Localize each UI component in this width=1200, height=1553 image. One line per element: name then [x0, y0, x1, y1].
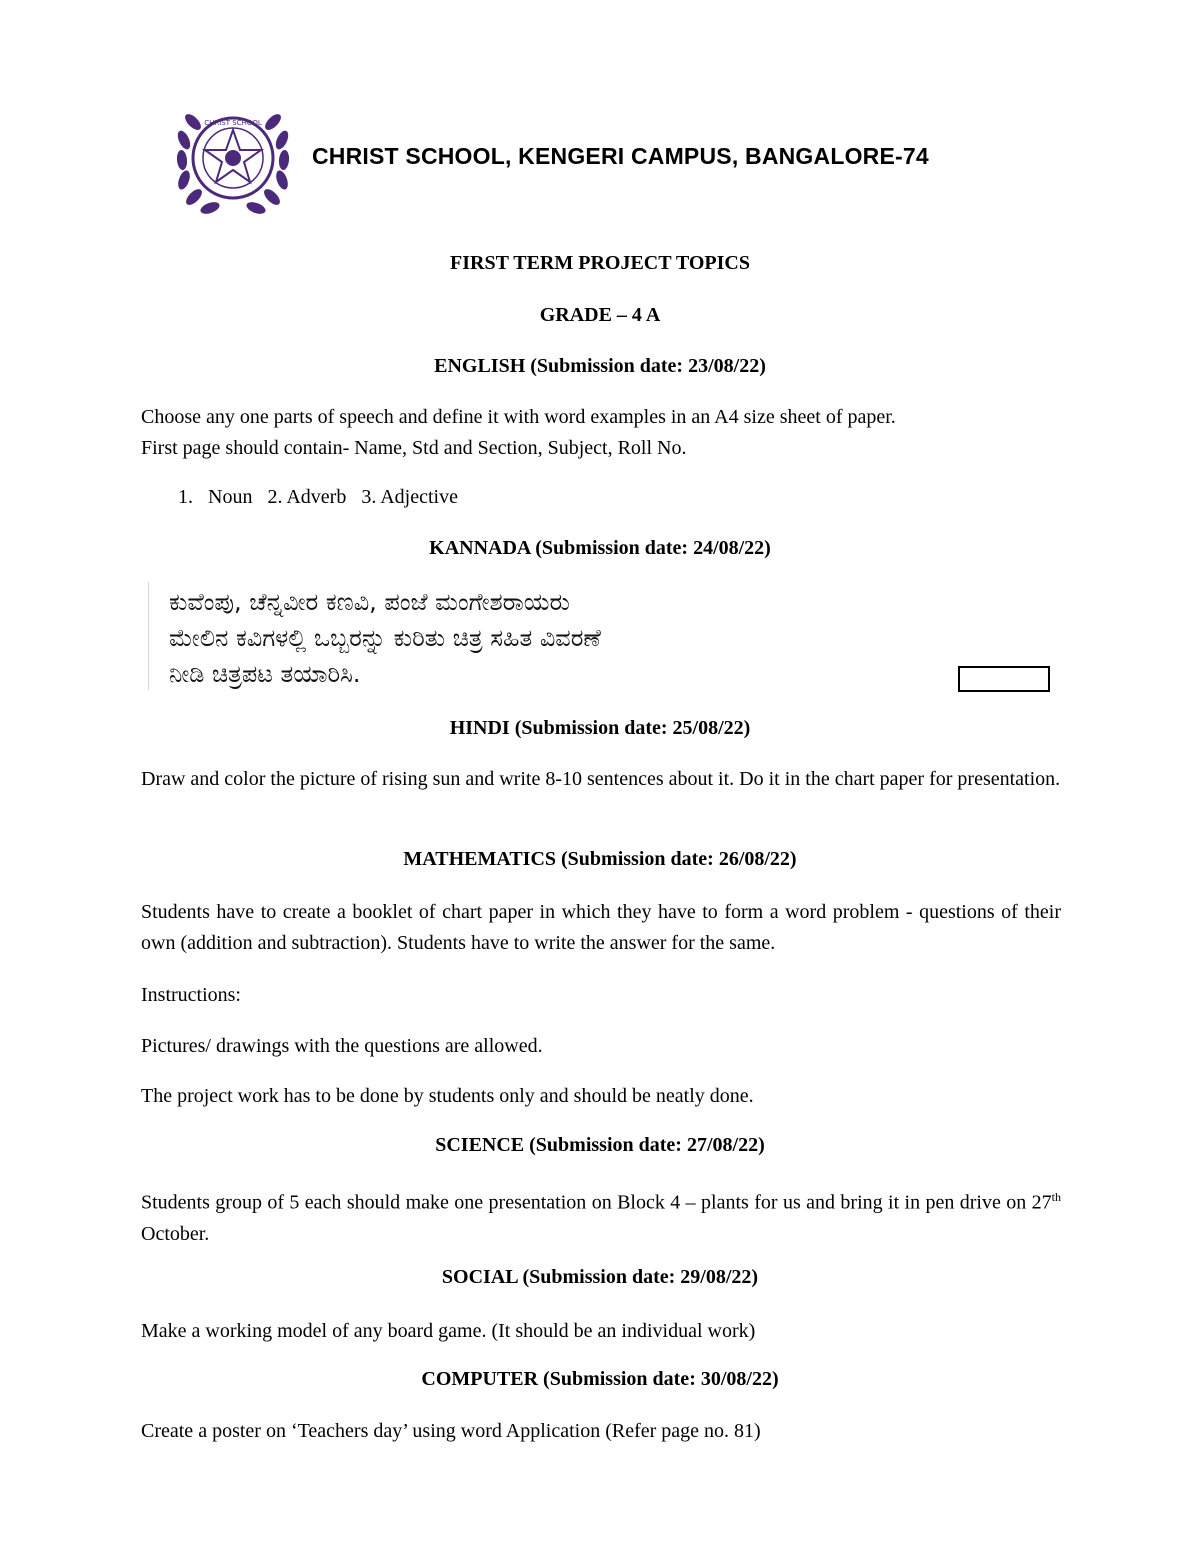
school-name: CHRIST SCHOOL, KENGERI CAMPUS, BANGALORE-74 [312, 143, 929, 169]
social-text: Make a working model of any board game. (It should be an individual work) [141, 1320, 756, 1342]
kannada-line-2: ಮೇಲಿನ ಕವಿಗಳಲ್ಲಿ ಒಬ್ಬರನ್ನು ಕುರಿತು ಚಿತ್ರ ಸಹಿತ ವಿವರಣೆ [169, 624, 601, 652]
mathematics-text: Students have to create a booklet of chart paper in which they have to form a word problem - questions of their own (addition and subtraction). Students have to write the answer for the same. [141, 901, 1061, 954]
computer-heading: COMPUTER (Submission date: 30/08/22) [421, 1368, 779, 1390]
kannada-text-block [148, 582, 1029, 690]
logo-arc-text: CHRIST SCHOOL [204, 119, 262, 127]
mathematics-heading: MATHEMATICS (Submission date: 26/08/22) [403, 848, 797, 870]
science-text-main: Students group of 5 each should make one presentation on Block 4 – plants for us and bring it in pen drive on 27 [141, 1191, 1052, 1214]
kannada-line-3: ನೀಡಿ ಚಿತ್ರಪಟ ತಯಾರಿಸಿ. [169, 660, 361, 688]
science-superscript: th [1051, 1190, 1061, 1204]
kannada-line-1: ಕುವೆಂಪು, ಚೆನ್ನವೀರ ಕಣವಿ, ಪಂಜೆ ಮಂಗೇಶರಾಯರು [169, 588, 570, 616]
page-title: FIRST TERM PROJECT TOPICS [450, 252, 750, 274]
hindi-heading: HINDI (Submission date: 25/08/22) [449, 717, 751, 739]
hindi-text: Draw and color the picture of rising sun and write 8-10 sentences about it. Do it in the chart paper for presentation. [141, 768, 1061, 790]
empty-box [958, 666, 1050, 692]
option-adjective: 3. Adjective [361, 486, 458, 508]
instruction-1: Pictures/ drawings with the questions are allowed. [141, 1035, 543, 1057]
science-text [141, 1182, 1061, 1250]
social-heading: SOCIAL (Submission date: 29/08/22) [441, 1266, 759, 1288]
instruction-2: The project work has to be done by students only and should be neatly done. [141, 1085, 754, 1107]
grade-heading: GRADE – 4 A [539, 304, 661, 326]
kannada-heading: KANNADA (Submission date: 24/08/22) [429, 537, 771, 559]
instructions-label: Instructions: [141, 984, 241, 1006]
computer-text: Create a poster on ‘Teachers day’ using word Application (Refer page no. 81) [141, 1420, 761, 1442]
school-crest-icon [168, 100, 298, 220]
option-adverb: 2. Adverb [267, 486, 347, 508]
english-line-1: Choose any one parts of speech and define it with word examples in an A4 size sheet of paper. [141, 406, 896, 428]
english-line-2: First page should contain- Name, Std and Section, Subject, Roll No. [141, 437, 687, 459]
science-heading: SCIENCE (Submission date: 27/08/22) [435, 1134, 765, 1156]
option-noun: 1. Noun [178, 486, 253, 508]
english-heading: ENGLISH (Submission date: 23/08/22) [434, 355, 766, 377]
english-options [178, 486, 468, 509]
science-text-end: October. [141, 1222, 210, 1245]
